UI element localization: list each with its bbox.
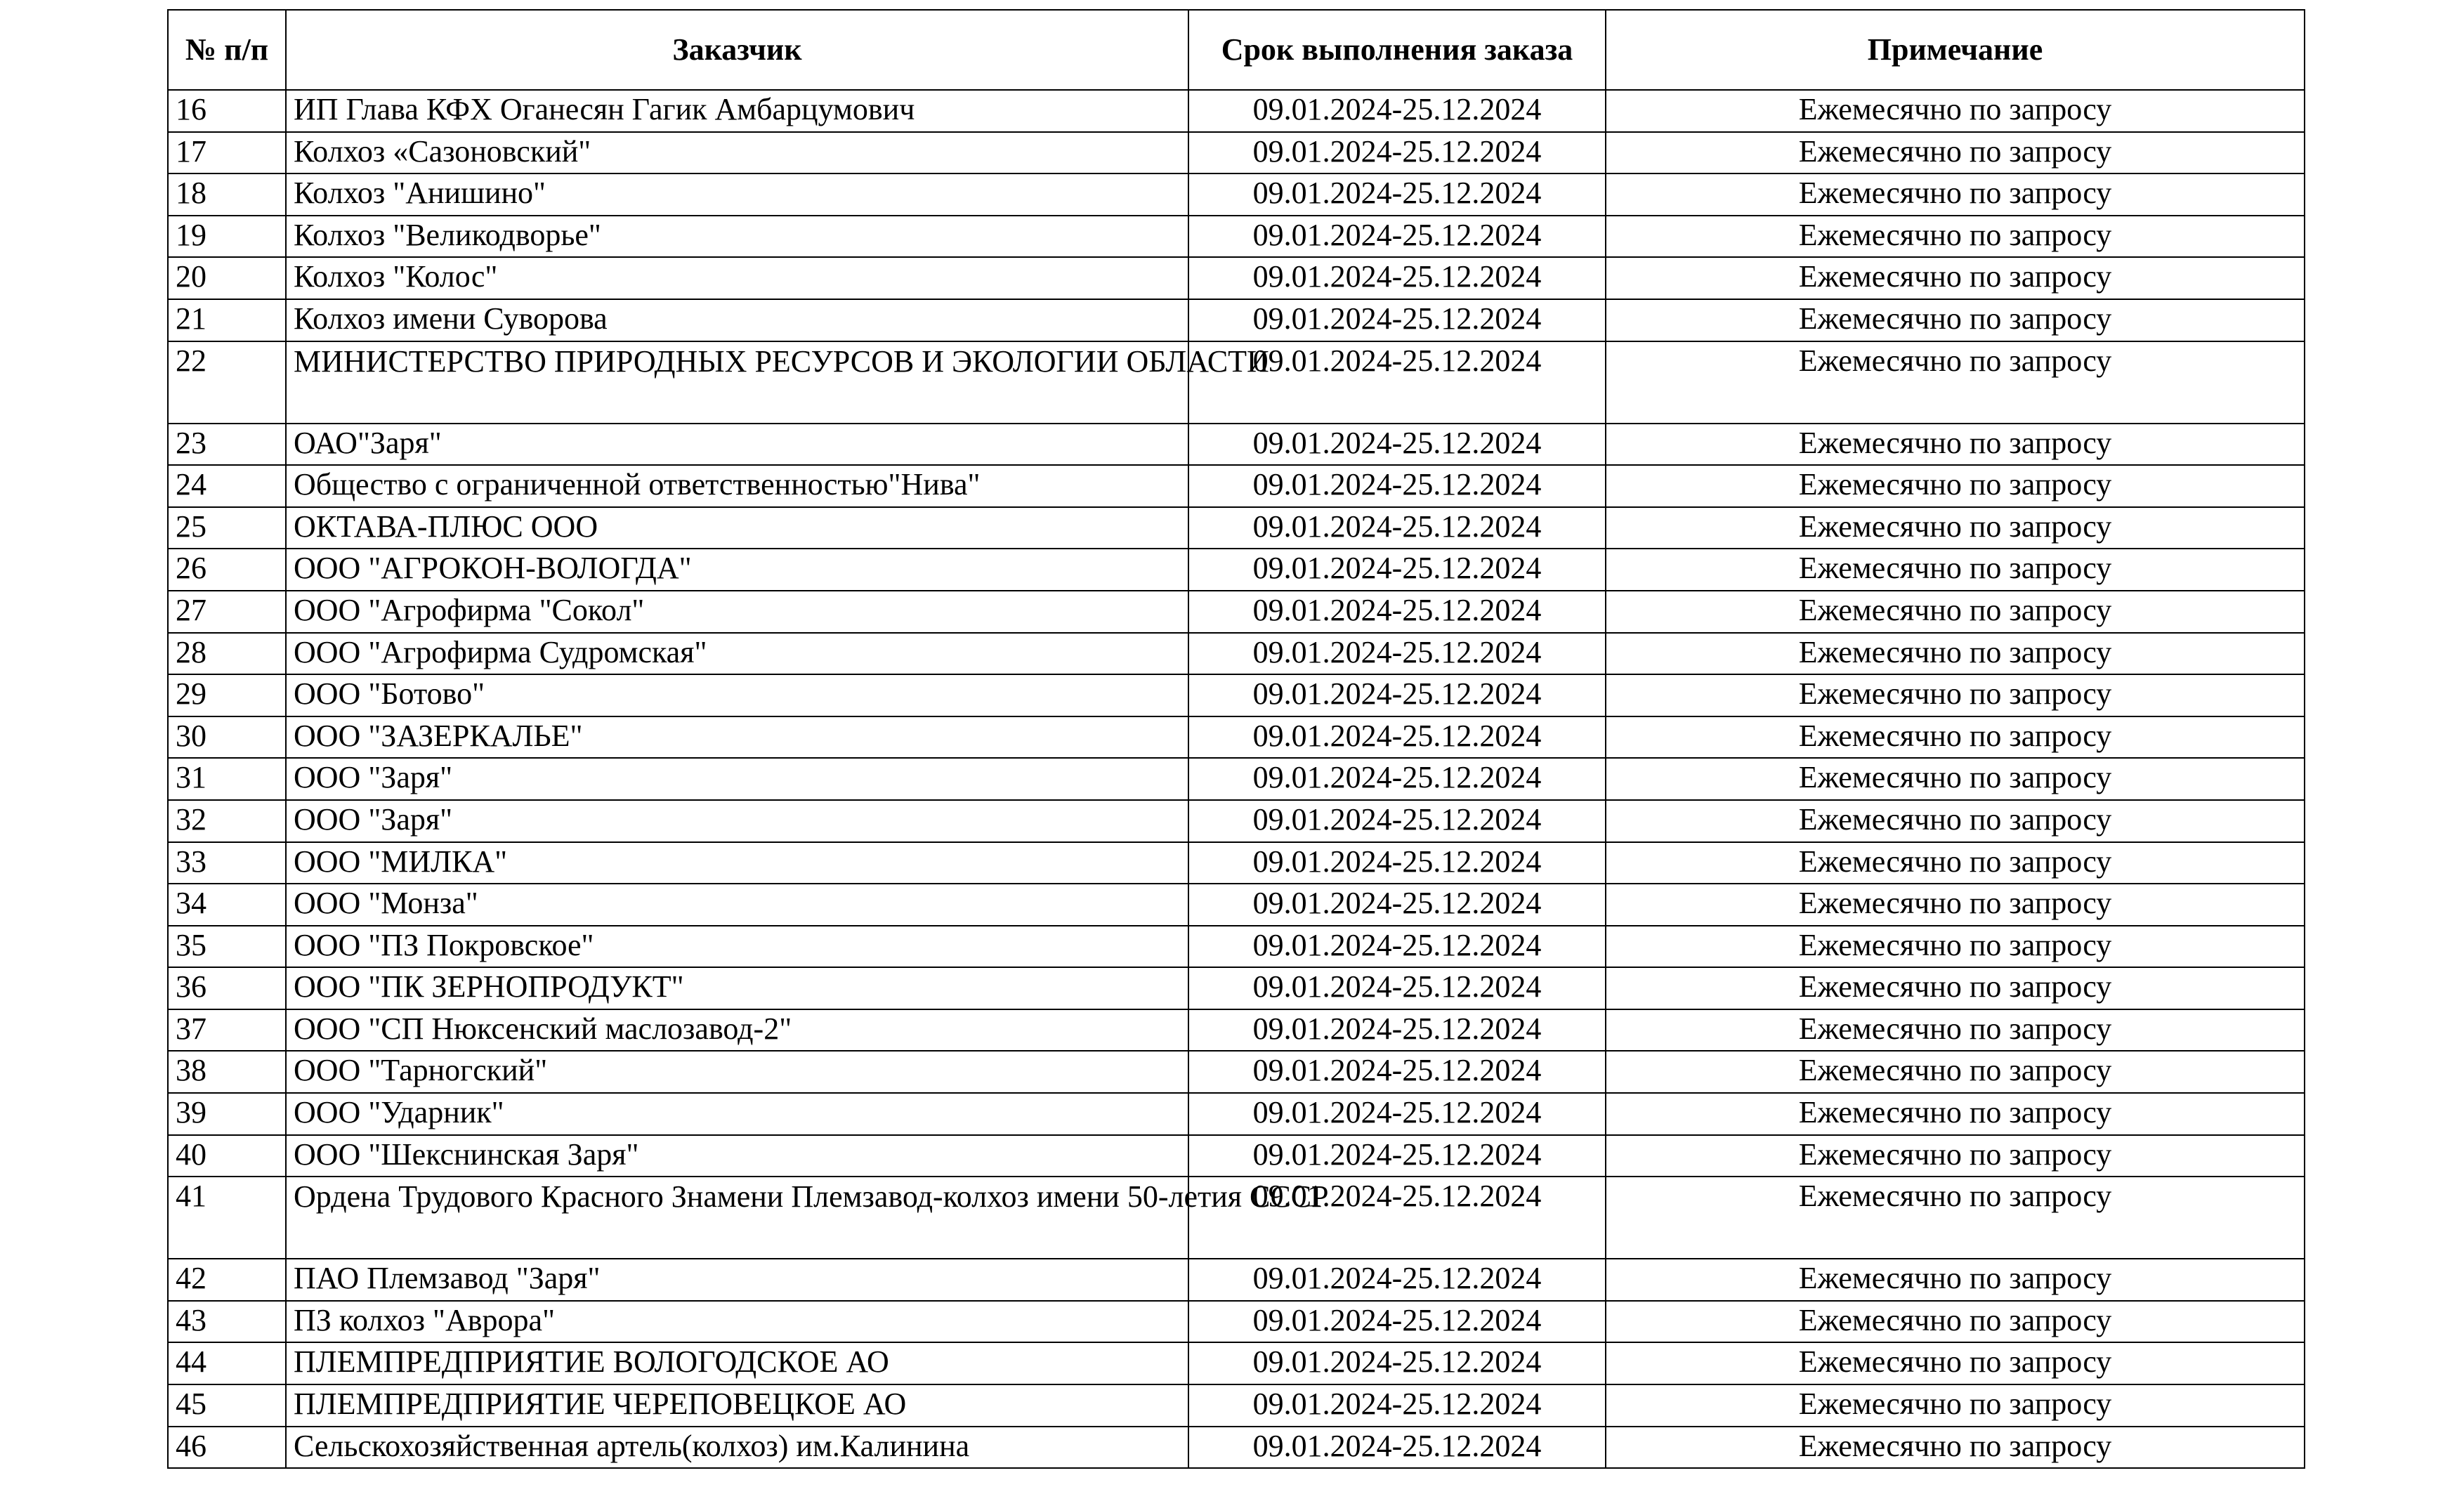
note-cell: Ежемесячно по запросу [1606, 424, 2305, 466]
row-number-cell: 39 [168, 1093, 286, 1135]
deadline-cell: 09.01.2024-25.12.2024 [1188, 1177, 1606, 1259]
deadline-cell: 09.01.2024-25.12.2024 [1188, 299, 1606, 341]
customer-cell: ОКТАВА-ПЛЮС ООО [286, 507, 1188, 549]
deadline-cell: 09.01.2024-25.12.2024 [1188, 341, 1606, 424]
table-row [168, 424, 2305, 466]
note-cell: Ежемесячно по запросу [1606, 90, 2305, 132]
table-row [168, 633, 2305, 675]
customer-cell: ООО "МИЛКА" [286, 842, 1188, 884]
row-number-cell: 18 [168, 173, 286, 216]
customer-cell: Колхоз "Колос" [286, 257, 1188, 299]
note-cell: Ежемесячно по запросу [1606, 967, 2305, 1009]
table-row [168, 90, 2305, 132]
deadline-cell: 09.01.2024-25.12.2024 [1188, 1301, 1606, 1343]
row-number-cell: 16 [168, 90, 286, 132]
deadline-cell: 09.01.2024-25.12.2024 [1188, 216, 1606, 258]
row-number-cell: 46 [168, 1427, 286, 1469]
row-number-cell: 20 [168, 257, 286, 299]
note-cell: Ежемесячно по запросу [1606, 674, 2305, 716]
customer-cell: ООО "ПК ЗЕРНОПРОДУКТ" [286, 967, 1188, 1009]
note-cell: Ежемесячно по запросу [1606, 1009, 2305, 1052]
table-row [168, 465, 2305, 507]
row-number-cell: 25 [168, 507, 286, 549]
note-cell: Ежемесячно по запросу [1606, 800, 2305, 842]
customer-cell: ПЛЕМПРЕДПРИЯТИЕ ВОЛОГОДСКОЕ АО [286, 1342, 1188, 1384]
deadline-cell: 09.01.2024-25.12.2024 [1188, 716, 1606, 759]
table-row [168, 216, 2305, 258]
customer-cell: ООО "Тарногский" [286, 1051, 1188, 1093]
table-row [168, 1259, 2305, 1301]
deadline-cell: 09.01.2024-25.12.2024 [1188, 674, 1606, 716]
deadline-cell: 09.01.2024-25.12.2024 [1188, 257, 1606, 299]
header-customer: Заказчик [286, 10, 1188, 90]
table-row [168, 758, 2305, 800]
table-row [168, 800, 2305, 842]
row-number-cell: 38 [168, 1051, 286, 1093]
customer-cell: Колхоз "Великодворье" [286, 216, 1188, 258]
deadline-cell: 09.01.2024-25.12.2024 [1188, 967, 1606, 1009]
customer-cell: ООО "Ударник" [286, 1093, 1188, 1135]
deadline-cell: 09.01.2024-25.12.2024 [1188, 800, 1606, 842]
deadline-cell: 09.01.2024-25.12.2024 [1188, 507, 1606, 549]
deadline-cell: 09.01.2024-25.12.2024 [1188, 633, 1606, 675]
customer-cell: Колхоз "Анишино" [286, 173, 1188, 216]
table-row [168, 591, 2305, 633]
note-cell: Ежемесячно по запросу [1606, 633, 2305, 675]
table-row [168, 257, 2305, 299]
deadline-cell: 09.01.2024-25.12.2024 [1188, 591, 1606, 633]
note-cell: Ежемесячно по запросу [1606, 507, 2305, 549]
note-cell: Ежемесячно по запросу [1606, 884, 2305, 926]
note-cell: Ежемесячно по запросу [1606, 549, 2305, 591]
customer-cell: Колхоз имени Суворова [286, 299, 1188, 341]
table-row [168, 1051, 2305, 1093]
row-number-cell: 36 [168, 967, 286, 1009]
row-number-cell: 26 [168, 549, 286, 591]
row-number-cell: 24 [168, 465, 286, 507]
row-number-cell: 42 [168, 1259, 286, 1301]
row-number-cell: 22 [168, 341, 286, 424]
note-cell: Ежемесячно по запросу [1606, 1301, 2305, 1343]
table-row [168, 299, 2305, 341]
deadline-cell: 09.01.2024-25.12.2024 [1188, 842, 1606, 884]
row-number-cell: 27 [168, 591, 286, 633]
row-number-cell: 40 [168, 1135, 286, 1177]
note-cell: Ежемесячно по запросу [1606, 1427, 2305, 1469]
note-cell: Ежемесячно по запросу [1606, 716, 2305, 759]
note-cell: Ежемесячно по запросу [1606, 465, 2305, 507]
note-cell: Ежемесячно по запросу [1606, 173, 2305, 216]
note-cell: Ежемесячно по запросу [1606, 299, 2305, 341]
table-row [168, 173, 2305, 216]
customer-cell: Общество с ограниченной ответственностью"Нива" [286, 465, 1188, 507]
customer-cell: ООО "Агрофирма Судромская" [286, 633, 1188, 675]
deadline-cell: 09.01.2024-25.12.2024 [1188, 1384, 1606, 1427]
customer-cell: ООО "ЗАЗЕРКАЛЬЕ" [286, 716, 1188, 759]
customer-cell: Сельскохозяйственная артель(колхоз) им.Калинина [286, 1427, 1188, 1469]
row-number-cell: 29 [168, 674, 286, 716]
row-number-cell: 31 [168, 758, 286, 800]
customer-cell: ООО "Ботово" [286, 674, 1188, 716]
note-cell: Ежемесячно по запросу [1606, 758, 2305, 800]
deadline-cell: 09.01.2024-25.12.2024 [1188, 1093, 1606, 1135]
deadline-cell: 09.01.2024-25.12.2024 [1188, 1009, 1606, 1052]
row-number-cell: 21 [168, 299, 286, 341]
orders-table [167, 9, 2305, 1469]
customer-cell: ИП Глава КФХ Оганесян Гагик Амбарцумович [286, 90, 1188, 132]
table-row [168, 926, 2305, 968]
table-row [168, 716, 2305, 759]
note-cell: Ежемесячно по запросу [1606, 926, 2305, 968]
table-row [168, 549, 2305, 591]
customer-cell: ОАО"Заря" [286, 424, 1188, 466]
table-row [168, 1427, 2305, 1469]
row-number-cell: 45 [168, 1384, 286, 1427]
row-number-cell: 32 [168, 800, 286, 842]
deadline-cell: 09.01.2024-25.12.2024 [1188, 1051, 1606, 1093]
note-cell: Ежемесячно по запросу [1606, 1051, 2305, 1093]
deadline-cell: 09.01.2024-25.12.2024 [1188, 465, 1606, 507]
deadline-cell: 09.01.2024-25.12.2024 [1188, 424, 1606, 466]
customer-cell: Ордена Трудового Красного Знамени Племзавод-колхоз имени 50-летия СССР [286, 1177, 1188, 1259]
row-number-cell: 23 [168, 424, 286, 466]
row-number-cell: 28 [168, 633, 286, 675]
table-row [168, 1342, 2305, 1384]
note-cell: Ежемесячно по запросу [1606, 1384, 2305, 1427]
note-cell: Ежемесячно по запросу [1606, 341, 2305, 424]
table-row [168, 1135, 2305, 1177]
deadline-cell: 09.01.2024-25.12.2024 [1188, 884, 1606, 926]
row-number-cell: 19 [168, 216, 286, 258]
header-num: № п/п [168, 10, 286, 90]
row-number-cell: 17 [168, 132, 286, 174]
row-number-cell: 37 [168, 1009, 286, 1052]
note-cell: Ежемесячно по запросу [1606, 1342, 2305, 1384]
customer-cell: ООО "СП Нюксенский маслозавод-2" [286, 1009, 1188, 1052]
table-row [168, 132, 2305, 174]
table-row [168, 674, 2305, 716]
customer-cell: ПАО Племзавод "Заря" [286, 1259, 1188, 1301]
row-number-cell: 30 [168, 716, 286, 759]
note-cell: Ежемесячно по запросу [1606, 1259, 2305, 1301]
deadline-cell: 09.01.2024-25.12.2024 [1188, 132, 1606, 174]
table-row [168, 1093, 2305, 1135]
customer-cell: ООО "ПЗ Покровское" [286, 926, 1188, 968]
table-row [168, 1009, 2305, 1052]
customer-cell: ООО "АГРОКОН-ВОЛОГДА" [286, 549, 1188, 591]
row-number-cell: 35 [168, 926, 286, 968]
deadline-cell: 09.01.2024-25.12.2024 [1188, 173, 1606, 216]
note-cell: Ежемесячно по запросу [1606, 132, 2305, 174]
row-number-cell: 44 [168, 1342, 286, 1384]
customer-cell: ООО "Шекснинская Заря" [286, 1135, 1188, 1177]
deadline-cell: 09.01.2024-25.12.2024 [1188, 1259, 1606, 1301]
customer-cell: ПЗ колхоз "Аврора" [286, 1301, 1188, 1343]
deadline-cell: 09.01.2024-25.12.2024 [1188, 758, 1606, 800]
table-body [168, 90, 2305, 1468]
table-row [168, 341, 2305, 424]
table-row [168, 884, 2305, 926]
table-row [168, 967, 2305, 1009]
customer-cell: ПЛЕМПРЕДПРИЯТИЕ ЧЕРЕПОВЕЦКОЕ АО [286, 1384, 1188, 1427]
deadline-cell: 09.01.2024-25.12.2024 [1188, 1135, 1606, 1177]
customer-cell: МИНИСТЕРСТВО ПРИРОДНЫХ РЕСУРСОВ И ЭКОЛОГИИ ОБЛАСТИ [286, 341, 1188, 424]
header-note: Примечание [1606, 10, 2305, 90]
row-number-cell: 34 [168, 884, 286, 926]
deadline-cell: 09.01.2024-25.12.2024 [1188, 926, 1606, 968]
row-number-cell: 43 [168, 1301, 286, 1343]
note-cell: Ежемесячно по запросу [1606, 842, 2305, 884]
customer-cell: ООО "Заря" [286, 800, 1188, 842]
customer-cell: ООО "Монза" [286, 884, 1188, 926]
table-row [168, 1301, 2305, 1343]
table-header-row [168, 10, 2305, 90]
note-cell: Ежемесячно по запросу [1606, 1093, 2305, 1135]
deadline-cell: 09.01.2024-25.12.2024 [1188, 549, 1606, 591]
deadline-cell: 09.01.2024-25.12.2024 [1188, 1342, 1606, 1384]
table-row [168, 1177, 2305, 1259]
note-cell: Ежемесячно по запросу [1606, 1177, 2305, 1259]
customer-cell: ООО "Агрофирма "Сокол" [286, 591, 1188, 633]
note-cell: Ежемесячно по запросу [1606, 216, 2305, 258]
customer-cell: Колхоз «Сазоновский" [286, 132, 1188, 174]
table-row [168, 507, 2305, 549]
deadline-cell: 09.01.2024-25.12.2024 [1188, 90, 1606, 132]
note-cell: Ежемесячно по запросу [1606, 257, 2305, 299]
note-cell: Ежемесячно по запросу [1606, 1135, 2305, 1177]
table-row [168, 1384, 2305, 1427]
table-row [168, 842, 2305, 884]
row-number-cell: 33 [168, 842, 286, 884]
header-deadline: Срок выполнения заказа [1188, 10, 1606, 90]
deadline-cell: 09.01.2024-25.12.2024 [1188, 1427, 1606, 1469]
customer-cell: ООО "Заря" [286, 758, 1188, 800]
row-number-cell: 41 [168, 1177, 286, 1259]
note-cell: Ежемесячно по запросу [1606, 591, 2305, 633]
